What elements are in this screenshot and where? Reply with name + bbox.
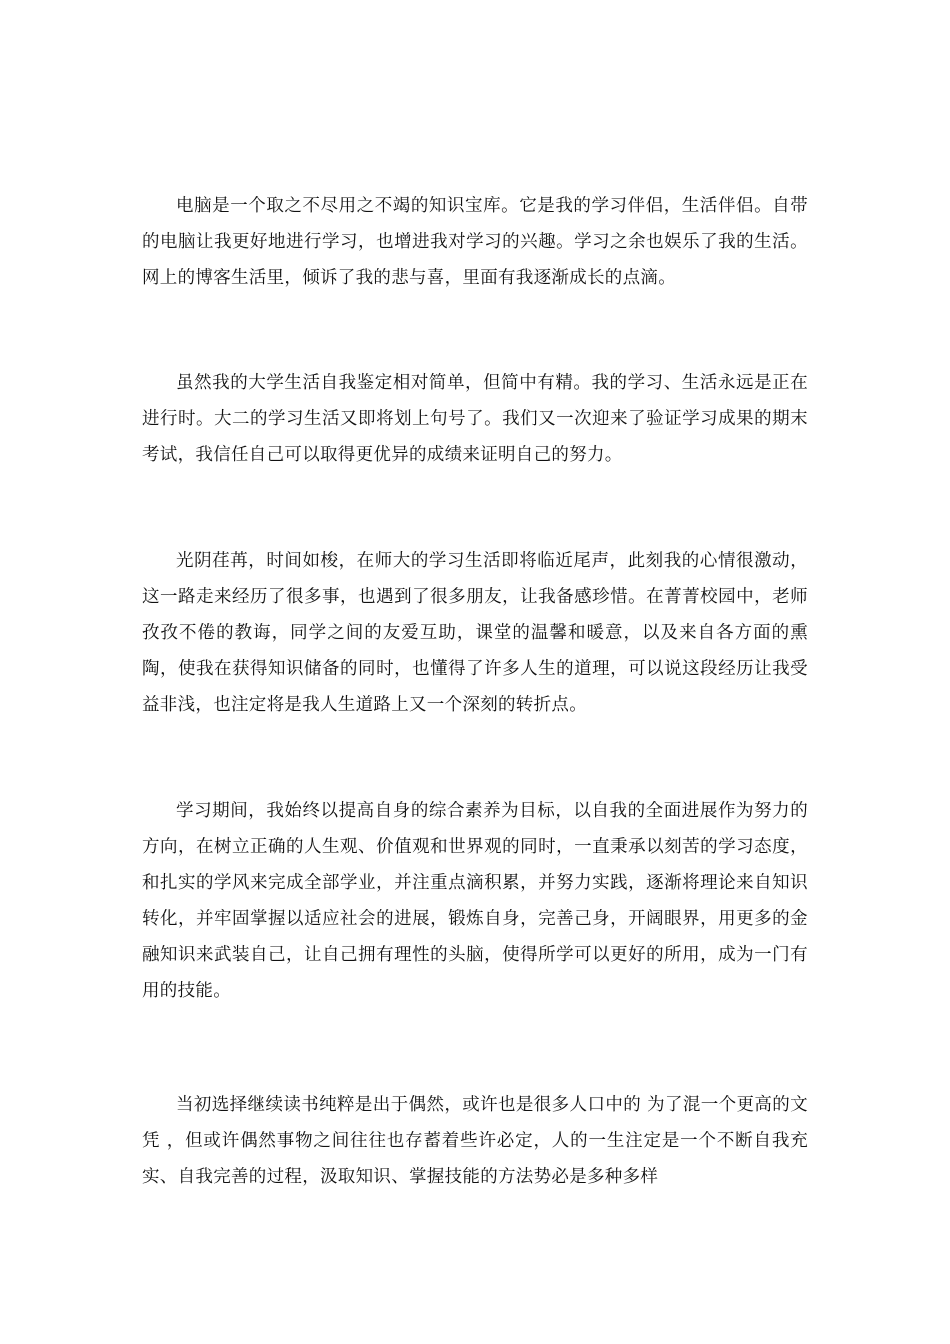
paragraph-continue-study: 当初选择继续读书纯粹是出于偶然，或许也是很多人口中的 为了混一个更高的文凭 ，但或许偶然事物之间往往也存蓄着些许必定，人的一生注定是一个不断自我充实、自我完善的过程，汲取知识、掌握技能的方法势必是多种多样 xyxy=(142,1095,808,1187)
paragraph-study-period: 学习期间，我始终以提高自身的综合素养为目标，以自我的全面进展作为努力的方向，在树立正确的人生观、价值观和世界观的同时，一直秉承以刻苦的学习态度，和扎实的学风来完成全部学业，并注重点滴积累，并努力实践，逐渐将理论来自知识转化，并牢固掌握以适应社会的进展，锻炼自身，完善己身，开阔眼界，用更多的金融知识来武装自己，让自己拥有理性的头脑，使得所学可以更好的所用，成为一门有用的技能。 xyxy=(142,801,808,1001)
paragraph-time-flies: 光阴荏苒，时间如梭，在师大的学习生活即将临近尾声，此刻我的心情很激动，这一路走来经历了很多事，也遇到了很多朋友，让我备感珍惜。在菁菁校园中，老师孜孜不倦的教诲，同学之间的友爱互助，课堂的温馨和暖意，以及来自各方面的熏陶，使我在获得知识储备的同时，也懂得了许多人生的道理，可以说这段经历让我受益非浅，也注定将是我人生道路上又一个深刻的转折点。 xyxy=(142,551,808,715)
paragraph-college-life: 虽然我的大学生活自我鉴定相对简单，但简中有精。我的学习、生活永远是正在进行时。大二的学习生活又即将划上句号了。我们又一次迎来了验证学习成果的期末考试，我信任自己可以取得更优异的成绩来证明自己的努力。 xyxy=(142,373,808,465)
paragraph-computer: 电脑是一个取之不尽用之不竭的知识宝库。它是我的学习伴侣，生活伴侣。自带的电脑让我更好地进行学习，也增进我对学习的兴趣。学习之余也娱乐了我的生活。网上的博客生活里，倾诉了我的悲与喜，里面有我逐渐成长的点滴。 xyxy=(142,196,808,288)
